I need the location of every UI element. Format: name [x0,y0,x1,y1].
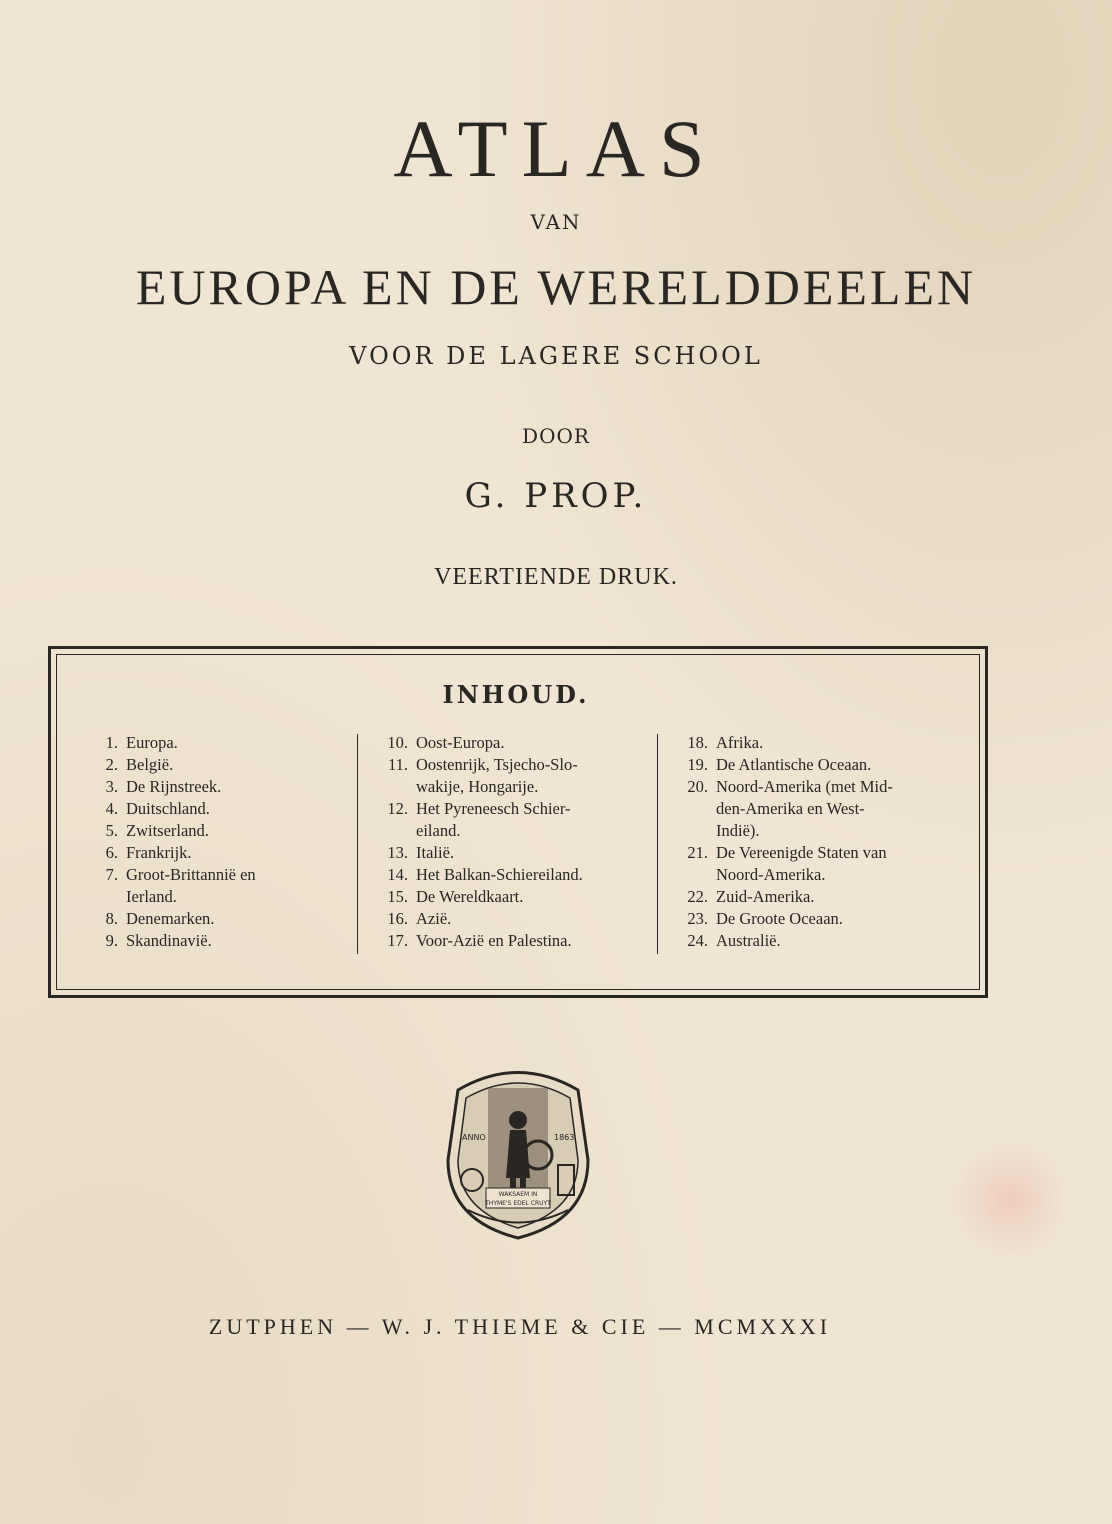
contents-entry-title: Afrika. [716,733,764,752]
contents-entry [370,842,650,864]
contents-entry-title: Oost-Europa. [416,733,505,752]
book-title: ATLAS [393,103,719,194]
contents-entry [80,842,350,864]
contents-entry-title: Voor-Azië en Palestina. [416,931,572,950]
contents-entry-title: Groot-Brittannië en Ierland. [126,865,256,906]
contents-entry-title: Denemarken. [126,909,215,928]
contents-entry [80,820,350,842]
contents-entry-number: 5. [105,821,118,840]
contents-entry-title: Het Balkan-Schiereiland. [416,865,583,884]
contents-entry-number: 15. [387,887,408,906]
publisher-seal-icon [438,1060,598,1240]
contents-entry-title: Azië. [416,909,452,928]
contents-entry-number: 21. [687,843,708,862]
contents-entry-number: 14. [387,865,408,884]
contents-entry-title: Australië. [716,931,781,950]
seal-right-text: 1863 [554,1133,575,1142]
contents-entry [670,842,960,886]
contents-entry [370,930,650,952]
contents-entry-title: Noord-Amerika (met Mid- den-Amerika en West- Indië). [716,777,893,840]
contents-entry [370,908,650,930]
contents-entry [80,732,350,754]
contents-entry [370,732,650,754]
contents-entry [80,798,350,820]
contents-entry-number: 22. [687,887,708,906]
contents-entry-title: De Vereenigde Staten van Noord-Amerika. [716,843,887,884]
contents-entry-title: De Wereldkaart. [416,887,524,906]
contents-entry-title: Frankrijk. [126,843,192,862]
contents-entry [80,776,350,798]
contents-entry-number: 1. [105,733,118,752]
contents-entry-number: 11. [387,755,408,774]
contents-entry-title: Zwitserland. [126,821,209,840]
contents-entry-title: Zuid-Amerika. [716,887,815,906]
contents-entry-number: 19. [687,755,708,774]
contents-entry [370,864,650,886]
contents-column-2 [370,732,650,952]
contents-entry-number: 10. [387,733,408,752]
column-divider [657,734,658,954]
seal-motto-line2: THYME'S EDEL CRUYT [485,1200,551,1207]
contents-entry [80,930,350,952]
contents-entry [80,908,350,930]
contents-entry-number: 13. [387,843,408,862]
contents-entry-title: Oostenrijk, Tsjecho-Slo- wakije, Hongarije. [416,755,578,796]
contents-entry-number: 6. [105,843,118,862]
contents-entry-number: 9. [105,931,118,950]
contents-entry-title: Italië. [416,843,455,862]
contents-entry [670,930,960,952]
edition: VEERTIENDE DRUK. [434,564,678,590]
contents-entry-number: 24. [687,931,708,950]
contents-entry-title: Het Pyreneesch Schier- eiland. [416,799,571,840]
contents-entry-title: De Rijnstreek. [126,777,222,796]
seal-motto-line1: WAKSAEM IN [498,1191,538,1198]
subtitle: VOOR DE LAGERE SCHOOL [349,342,763,370]
contents-column-1 [80,732,350,952]
column-divider [357,734,358,954]
contents-entry [370,754,650,798]
contents-entry [80,754,350,776]
contents-entry-number: 16. [387,909,408,928]
contents-entry-number: 4. [105,799,118,818]
contents-entry-number: 20. [687,777,708,796]
author-name: G. PROP. [464,476,648,516]
contents-entry [80,864,350,908]
contents-entry-number: 8. [105,909,118,928]
seal-left-text: ANNO [462,1133,486,1142]
contents-entry-number: 12. [387,799,408,818]
contents-entry [670,908,960,930]
contents-entry-title: De Atlantische Oceaan. [716,755,872,774]
contents-entry-title: België. [126,755,174,774]
contents-entry-title: Skandinavië. [126,931,212,950]
contents-entry [670,754,960,776]
contents-entry [670,776,960,842]
contents-entry-number: 18. [687,733,708,752]
contents-heading: INHOUD. [442,680,590,709]
contents-entry-title: Europa. [126,733,178,752]
publisher-imprint: ZUTPHEN — W. J. THIEME & CIE — MCMXXXI [208,1314,832,1339]
contents-entry-number: 2. [105,755,118,774]
contents-column-3 [670,732,960,952]
contents-entry [670,886,960,908]
contents-entry-title: De Groote Oceaan. [716,909,843,928]
title-connector: VAN [530,210,582,234]
contents-entry-number: 23. [687,909,708,928]
contents-entry [670,732,960,754]
contents-entry [370,798,650,842]
contents-entry [370,886,650,908]
contents-entry-title: Duitschland. [126,799,210,818]
contents-entry-number: 3. [105,777,118,796]
contents-entry-number: 17. [387,931,408,950]
contents-entry-number: 7. [105,865,118,884]
main-title: EUROPA EN DE WERELDDEELEN [135,259,977,315]
by-label: DOOR [522,424,590,448]
